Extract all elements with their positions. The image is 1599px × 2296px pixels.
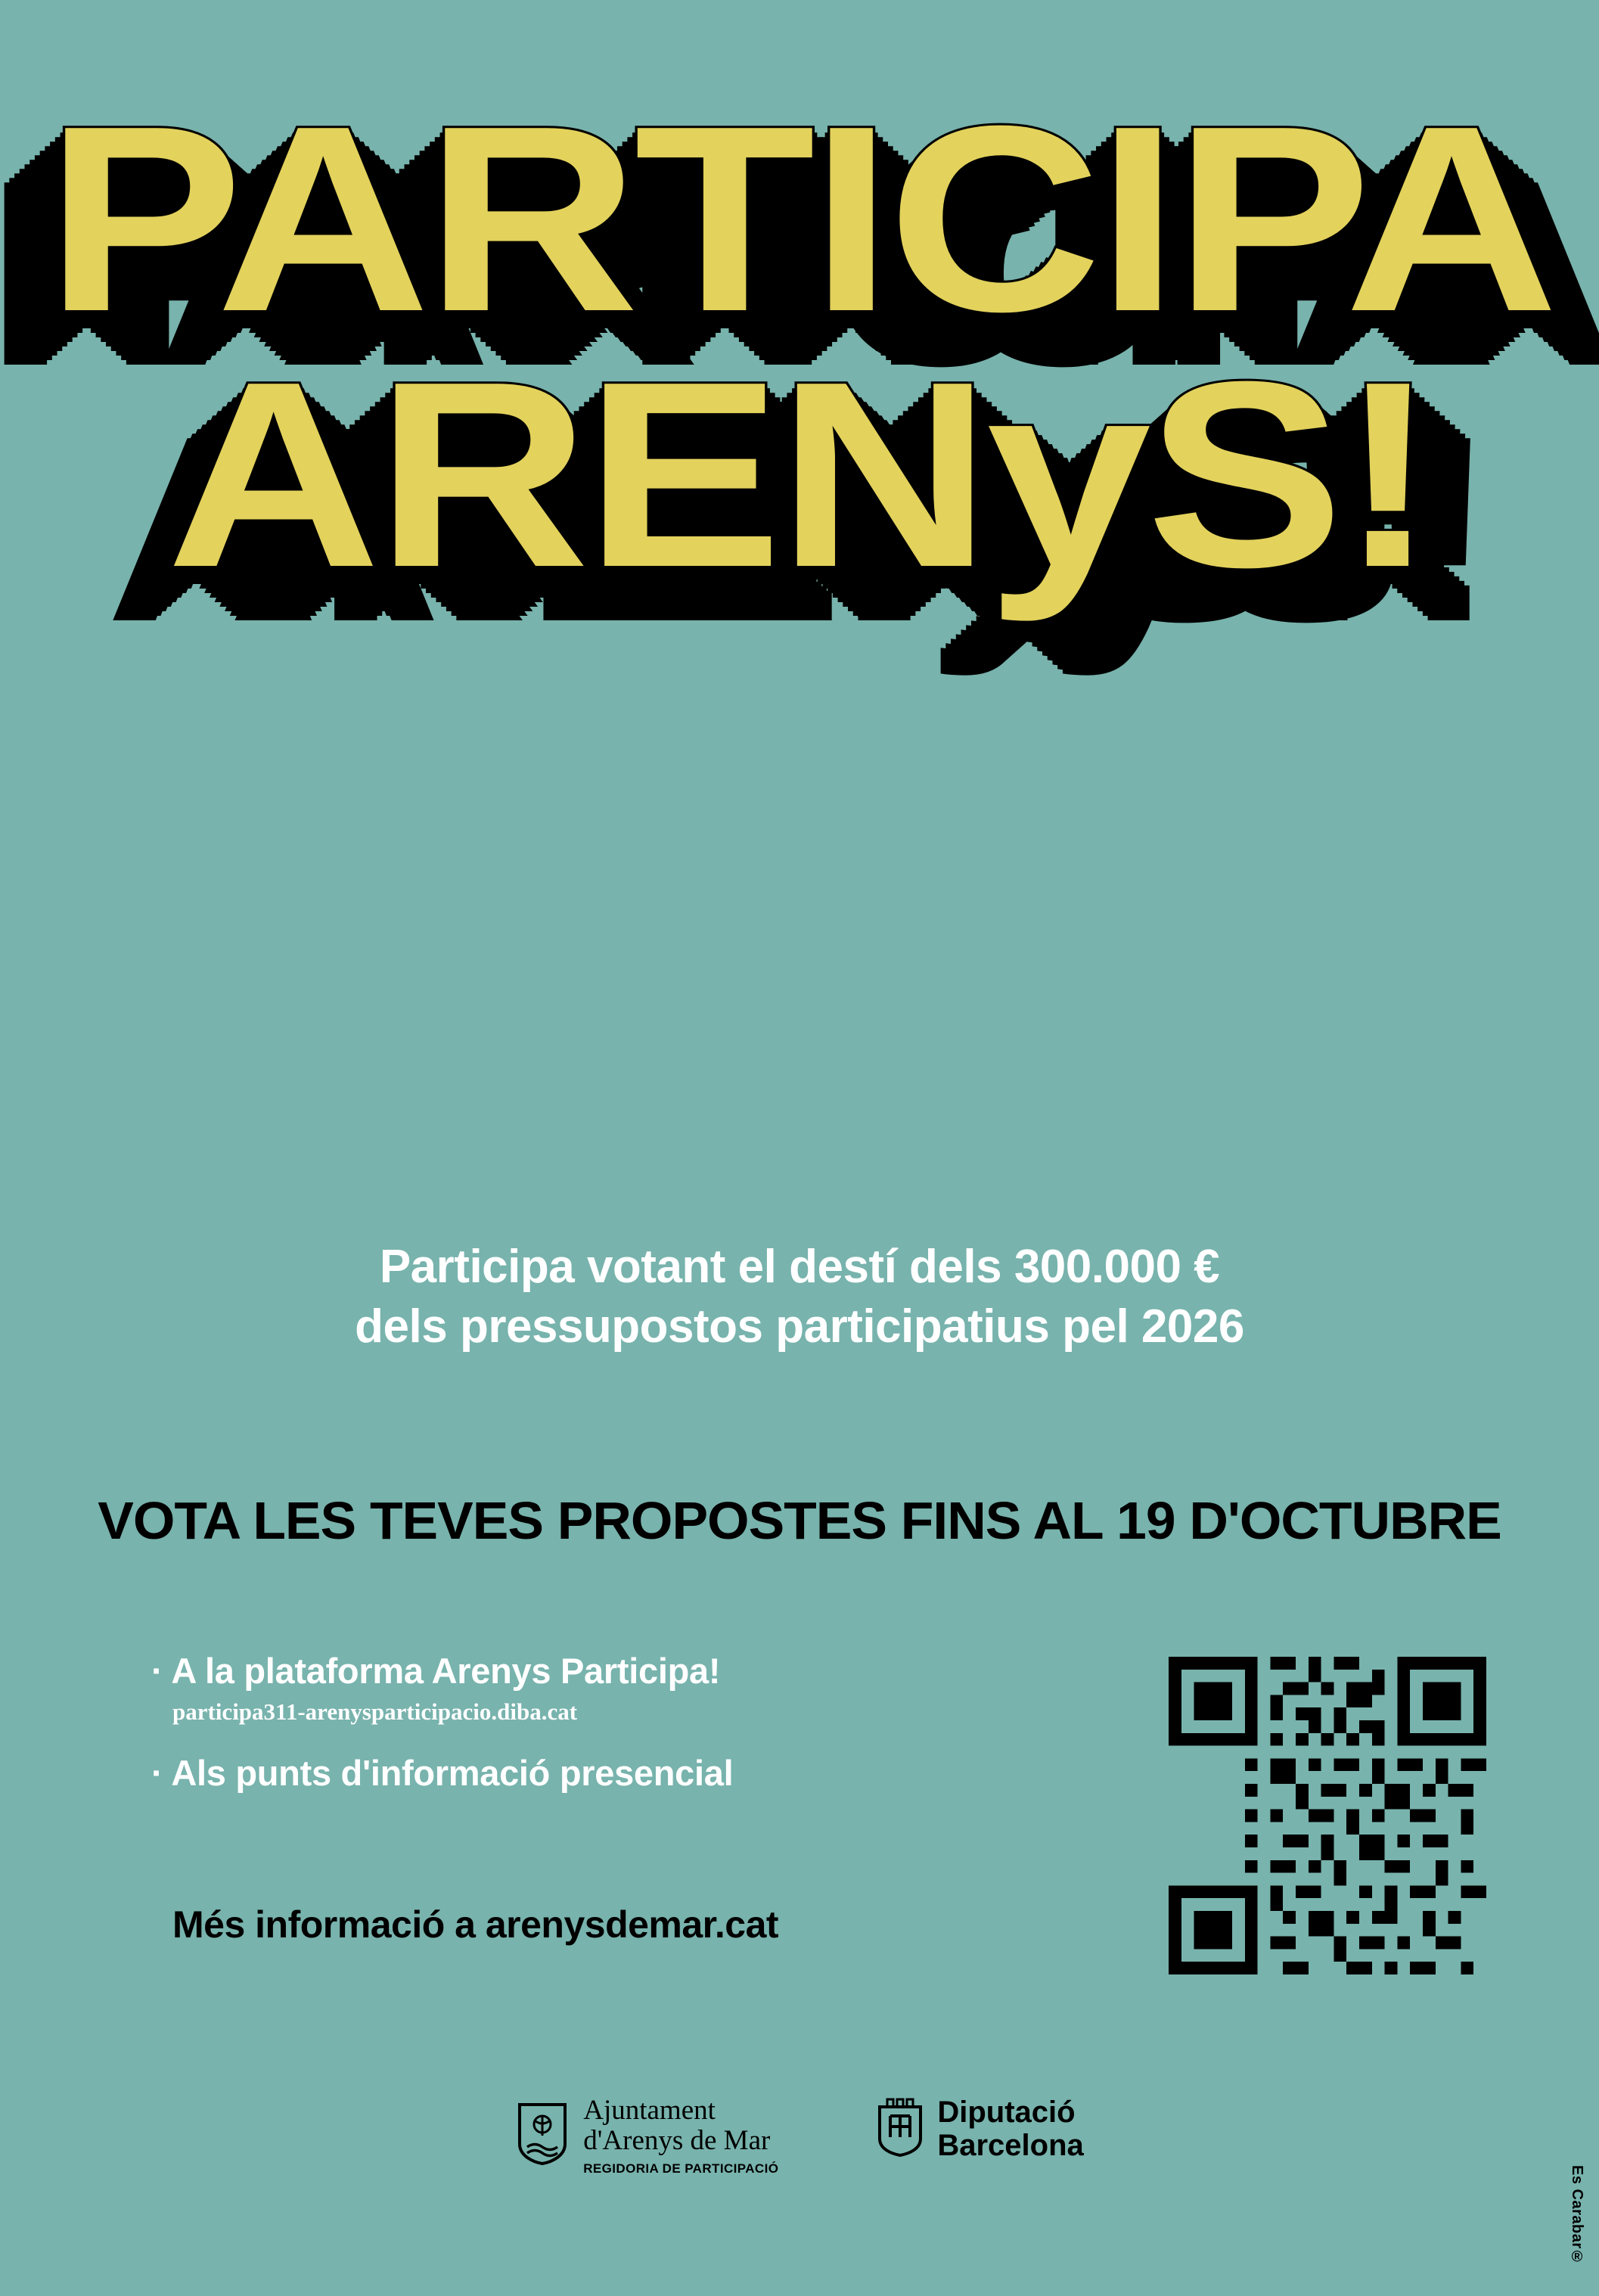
- diputacio-line-1: Diputació: [937, 2096, 1076, 2129]
- info-block: [151, 1649, 1044, 1800]
- list-item-presencial: · Als punts d'informació presencial: [151, 1752, 734, 1793]
- diputacio-line-2: Barcelona: [937, 2129, 1084, 2162]
- diputacio-logo-text: [937, 2096, 1083, 2162]
- ajuntament-crest-icon: [515, 2102, 570, 2170]
- platform-url[interactable]: participa311-arenysparticipacio.diba.cat: [172, 1698, 578, 1725]
- ajuntament-line-2: d'Arenys de Mar: [583, 2124, 771, 2156]
- logo-diputacio-barcelona: [877, 2096, 1083, 2162]
- logo-ajuntament-arenys-de-mar: [515, 2096, 778, 2176]
- diputacio-crest-icon: [877, 2098, 924, 2161]
- footer-logos: [0, 2096, 1599, 2176]
- poster-subtitle: [98, 1237, 1501, 1357]
- qr-code-icon[interactable]: [1169, 1657, 1486, 1974]
- ajuntament-line-1: Ajuntament: [583, 2095, 716, 2126]
- subtitle-line-2: dels pressupostos participatius pel 2026: [355, 1300, 1244, 1353]
- more-info-text: Més informació a arenysdemar.cat: [172, 1903, 779, 1946]
- ajuntament-subtitle: REGIDORIA DE PARTICIPACIÓ: [583, 2161, 779, 2176]
- ajuntament-logo-text: [583, 2096, 778, 2176]
- subtitle-line-1: Participa votant el destí dels 300.000 €: [379, 1241, 1220, 1293]
- poster-headline: [0, 71, 1599, 623]
- design-credit: Es Carabar®: [1569, 2164, 1585, 2266]
- call-to-action-text: VOTA LES TEVES PROPOSTES FINS AL 19 D'OCTUBRE: [98, 1491, 1501, 1550]
- headline-line-2: ARENyS!: [166, 327, 1433, 623]
- headline-line-1: PARTICIPA: [45, 71, 1554, 367]
- list-item-platform: · A la plataforma Arenys Participa!: [151, 1651, 721, 1691]
